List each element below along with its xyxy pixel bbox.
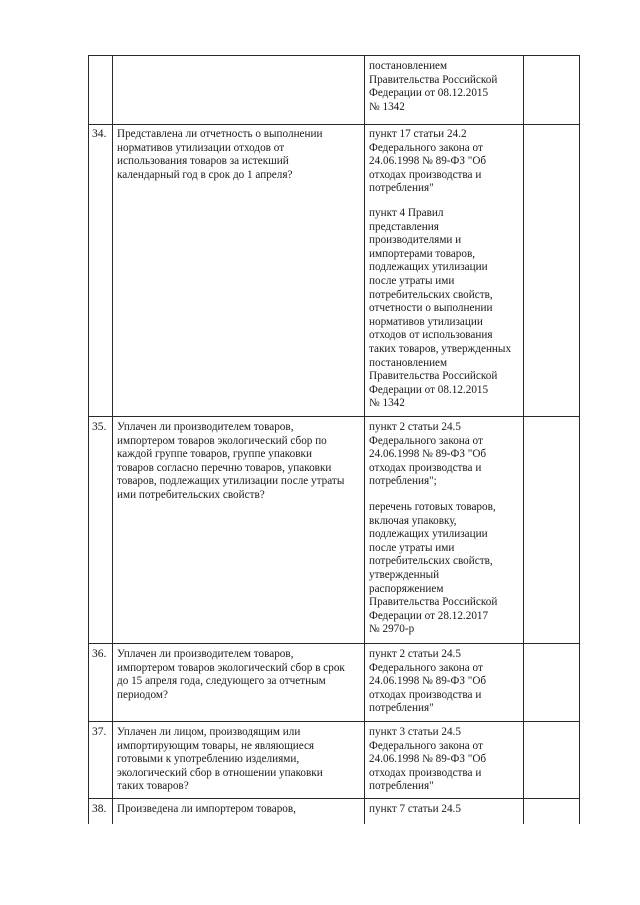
table-border-col-2	[364, 55, 365, 824]
row-number: 35.	[92, 421, 107, 433]
row-number: 37.	[92, 726, 107, 738]
reference-text: пункт 17 статьи 24.2 Федерального закона от 24.06.1998 № 89-ФЗ "Об отходах производства и потребления"	[369, 128, 487, 195]
reference-text: перечень готовых товаров, включая упаковку, подлежащих утилизации после утраты ими потребительских свойств, утвержденный распоряжением Правительства Российской Федерации от 28.12.2017 № 2970-р	[369, 501, 498, 636]
row-number: 36.	[92, 648, 107, 660]
row-number: 34.	[92, 128, 107, 140]
row-divider	[88, 416, 580, 417]
table-border-top	[88, 55, 580, 56]
table-border-right	[579, 55, 580, 824]
reference-text: пункт 2 статьи 24.5 Федерального закона от 24.06.1998 № 89-ФЗ "Об отходах производства и потребления"	[369, 648, 487, 715]
row-divider	[88, 721, 580, 722]
table-border-left	[88, 55, 89, 824]
reference-text: постановлением Правительства Российской Федерации от 08.12.2015 № 1342	[369, 60, 498, 113]
question-text: Уплачен ли производителем товаров, импортером товаров экологический сбор по каждой группе товаров, группе упаковки товаров согласно перечню товаров, упаковки товаров, подлежащих утилизации после утраты ими потребительских свойств?	[117, 421, 345, 501]
question-text: Уплачен ли лицом, производящим или импортирующим товары, не являющиеся готовыми к употреблению изделиями, экологический сбор в отношении упаковки таких товаров?	[117, 726, 323, 793]
table-border-col-3	[523, 55, 524, 824]
table-border-col-1	[112, 55, 113, 824]
row-number: 38.	[92, 803, 107, 815]
row-divider	[88, 798, 580, 799]
question-text: Уплачен ли производителем товаров, импортером товаров экологический сбор в срок до 15 апреля года, следующего за отчетным периодом?	[117, 648, 345, 701]
reference-text: пункт 4 Правил представления производителями и импортерами товаров, подлежащих утилизации после утраты ими потребительских свойств, отчетности о выполнении нормативов утилизации отходов от использования таких товаров, утвержденных постановлением Правительства Российской Федерации от 08.12.2015 № 1342	[369, 207, 512, 410]
reference-text: пункт 2 статьи 24.5 Федерального закона от 24.06.1998 № 89-ФЗ "Об отходах производства и потребления";	[369, 421, 487, 488]
row-divider	[88, 643, 580, 644]
reference-text: пункт 3 статьи 24.5 Федерального закона от 24.06.1998 № 89-ФЗ "Об отходах производства и потребления"	[369, 726, 487, 793]
question-text: Произведена ли импортером товаров,	[117, 803, 296, 815]
reference-text: пункт 7 статьи 24.5	[369, 803, 461, 815]
row-divider	[88, 124, 580, 125]
question-text: Представлена ли отчетность о выполнении нормативов утилизации отходов от использования товаров за истекший календарный год в срок до 1 апреля?	[117, 128, 323, 181]
